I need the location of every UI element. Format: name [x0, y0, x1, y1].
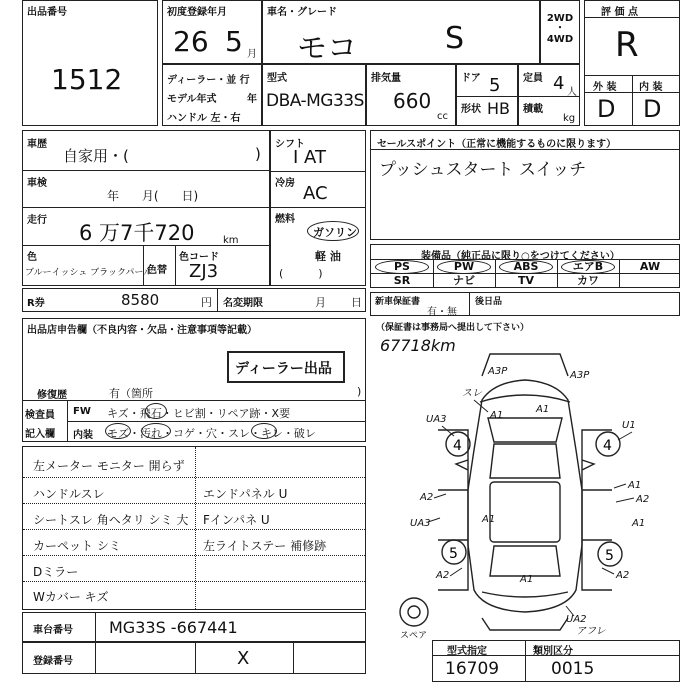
sales-point-title: セールスポイント（正常に機能するものに限ります） — [377, 139, 617, 150]
interior-label: 内 装 — [639, 82, 663, 93]
mark-7: U1 — [622, 420, 636, 431]
mileage-unit: km — [223, 235, 239, 246]
drive-2wd: 2WD — [546, 13, 574, 24]
equipment-item-2: ABS — [499, 260, 553, 274]
mark-11: A1 — [632, 518, 646, 529]
exterior-score: D — [597, 95, 616, 123]
color-code-value: ZJ3 — [189, 261, 219, 282]
declaration-title: 出品店申告欄（不良内容・欠品・注意事項等記載） — [27, 325, 257, 336]
model-value: DBA-MG33S — [266, 91, 364, 111]
equipment-item-6: ナビ — [453, 274, 475, 287]
first-reg-year: 26 — [173, 25, 209, 58]
mark-1: A3P — [488, 366, 508, 377]
inspector-label-1: 検査員 — [25, 410, 55, 421]
note-right-2: Fインパネ U — [203, 513, 270, 527]
model-label: 型式 — [267, 73, 287, 84]
first-reg-month-unit: 月 — [247, 49, 257, 60]
displacement-value: 660 — [393, 89, 432, 113]
row1-head: FW — [73, 406, 91, 417]
door-shape-box — [456, 64, 518, 126]
first-reg-label: 初度登録年月 — [167, 7, 227, 18]
inspection-value: 年 月( 日) — [107, 189, 199, 203]
model-designation-value: 16709 — [445, 659, 500, 679]
score-box — [584, 0, 680, 126]
note-left-4: カーペット シミ — [33, 539, 121, 553]
drive-box — [540, 0, 580, 64]
capacity-unit: 人 — [567, 87, 577, 98]
diagram-mileage: 67718km — [380, 336, 456, 355]
lot-number: 1512 — [51, 63, 123, 96]
dealer-stamp — [227, 351, 345, 383]
drive-4wd: 4WD — [546, 34, 574, 45]
equipment-item-5: SR — [393, 274, 411, 287]
expiry-day: 日 — [351, 296, 362, 309]
ac-label: 冷房 — [275, 178, 295, 189]
expiry-month: 月 — [315, 296, 326, 309]
note-right-3: 左ライトステー 補修跡 — [203, 539, 327, 553]
shape-label: 形状 — [461, 104, 481, 115]
displacement-unit: cc — [437, 111, 448, 122]
handle-label: ハンドル 左・右 — [167, 113, 241, 124]
model-box — [262, 64, 366, 126]
first-reg-box — [162, 0, 262, 64]
equipment-item-3: エアB — [561, 260, 615, 274]
equipment-item-8: カワ — [577, 274, 599, 287]
ac-value: AC — [303, 183, 328, 204]
history-label: 車歴 — [27, 139, 47, 150]
first-reg-month: 5 — [225, 25, 243, 58]
displacement-label: 排気量 — [371, 73, 401, 84]
repair-close: ) — [357, 385, 362, 398]
registration-box — [22, 642, 366, 674]
score-value: R — [615, 25, 639, 65]
mark-4: A1 — [490, 410, 504, 421]
drive-dot: ・ — [555, 23, 565, 34]
car-name-box — [262, 0, 540, 64]
mark-10: A2 — [636, 494, 650, 505]
mark-2: A3P — [570, 370, 590, 381]
chassis-value: MG33S -667441 — [109, 618, 238, 637]
mileage-value: 6 万7千720 — [79, 221, 195, 245]
dealer-stamp-text: ディーラー出品 — [235, 361, 332, 377]
mark-12: UA3 — [410, 518, 431, 529]
mark-9: A1 — [628, 480, 642, 491]
fuel-diesel: 軽 油 — [315, 250, 341, 263]
mark-17: UA2 — [566, 614, 587, 625]
inspection-items-box — [22, 400, 366, 442]
tire-fr-label: 4 — [603, 438, 612, 454]
shift-box — [270, 130, 366, 286]
doors-label: ドア — [461, 73, 481, 84]
warranty-box — [370, 292, 680, 316]
interior-score: D — [643, 95, 662, 123]
row2-head: 内装 — [73, 430, 93, 441]
inspection-label: 車検 — [27, 178, 47, 189]
dealer-label: ディーラー・並 行 — [167, 75, 250, 86]
mark-6: UA3 — [426, 414, 447, 425]
expiry-label: 名変期限 — [223, 298, 263, 309]
reg-label: 登録番号 — [33, 656, 73, 667]
car-name-label: 車名・グレード — [267, 7, 337, 18]
grade: S — [445, 21, 465, 56]
score-label: 評 価 点 — [601, 7, 638, 18]
equipment-item-0: PS — [375, 260, 429, 274]
fuel-paren: ( ) — [279, 267, 323, 280]
equipment-item-4: AW — [639, 260, 661, 273]
tire-rl-label: 5 — [449, 546, 458, 562]
diagram-note: （保証書は事務局へ提出して下さい） — [376, 323, 530, 333]
capacity-label: 定員 — [523, 73, 543, 84]
shift-label: シフト — [275, 139, 305, 150]
exterior-label: 外 装 — [593, 82, 617, 93]
reg-value: X — [237, 648, 250, 669]
spare-tire — [400, 598, 428, 626]
color-label: 色 — [27, 252, 37, 263]
color-code-label: 色コード — [179, 252, 219, 263]
warranty-label: 新車保証書 — [375, 297, 421, 307]
note-left-3: シートスレ 角ヘタリ シミ 大 — [33, 513, 189, 527]
note-left-5: Dミラー — [33, 565, 79, 579]
row2-text: モズ・汚れ・コゲ・穴・スレ・キレ・破レ — [107, 427, 316, 440]
color-value: ブルーイッシュ ブラックパール — [25, 268, 153, 278]
mileage-label: 走行 — [27, 215, 47, 226]
note-right-1: エンドパネル U — [203, 487, 288, 501]
load-unit: kg — [563, 113, 576, 124]
inspector-label-2: 記入欄 — [25, 429, 55, 440]
history-value: 自家用・( — [63, 147, 129, 165]
mark-15: A2 — [436, 570, 450, 581]
sales-point-box — [370, 130, 680, 240]
declaration-box — [22, 318, 366, 400]
equipment-item-1: PW — [437, 260, 491, 274]
chassis-label: 車台番号 — [33, 625, 73, 636]
mark-5: A1 — [536, 404, 550, 415]
mark-8: A2 — [420, 492, 434, 503]
lot-box — [22, 0, 158, 126]
notes-box — [22, 446, 366, 610]
note-left-6: Wカバー キズ — [33, 590, 109, 604]
tire-rr-label: 5 — [605, 548, 614, 564]
history-close: ) — [255, 145, 261, 163]
sales-point-text: プッシュスタート スイッチ — [379, 160, 587, 180]
r-label: R券 — [27, 298, 45, 309]
chassis-box — [22, 612, 366, 642]
mark-14: A1 — [520, 574, 534, 585]
shift-value: I AT — [293, 147, 326, 168]
lot-label: 出品番号 — [27, 7, 67, 18]
note-left-2: ハンドルスレ — [33, 487, 105, 501]
model-year-label: モデル年式 — [167, 94, 217, 105]
warranty-value: 有・無 — [427, 307, 457, 318]
category-value: 0015 — [551, 659, 595, 679]
car-name: モコ — [297, 31, 357, 66]
displacement-box — [366, 64, 456, 126]
repair-value: 有（箇所 — [109, 387, 153, 400]
spare-label: スペア — [400, 631, 428, 640]
equipment-item-7: TV — [517, 274, 535, 287]
row1-text: キズ・飛石・ヒビ割・リペア跡・X要 — [107, 407, 291, 420]
fuel-label: 燃料 — [275, 214, 295, 225]
r-value: 8580 — [121, 291, 160, 309]
shape-value: HB — [487, 99, 511, 118]
history-box — [22, 130, 270, 286]
delivery-label: 後日品 — [475, 297, 503, 307]
note-left-1: 左メーター モニター 開らず — [33, 459, 185, 473]
equipment-title: 装備品（純正品に限り○をつけてください） — [421, 251, 620, 262]
r-unit: 円 — [201, 296, 212, 309]
load-label: 積載 — [523, 104, 543, 115]
mark-3: スレ — [462, 388, 482, 399]
fuel-gas: ガソリン — [313, 226, 357, 239]
tire-fl-label: 4 — [453, 438, 462, 454]
model-designation-box — [432, 640, 680, 682]
model-designation-label: 型式指定 — [447, 646, 487, 657]
mark-18: アフレ — [576, 626, 606, 637]
capacity-value: 4 — [553, 73, 565, 94]
paint-label: 色替 — [147, 265, 167, 276]
car-diagram — [370, 340, 680, 640]
doors-value: 5 — [489, 75, 501, 96]
mark-16: A2 — [616, 570, 630, 581]
dealer-box — [162, 64, 262, 126]
category-label: 類別区分 — [533, 646, 573, 657]
recycle-box — [22, 288, 366, 312]
model-year-unit: 年 — [247, 94, 257, 105]
repair-label: 修復歴 — [37, 390, 67, 401]
capacity-box — [518, 64, 580, 126]
mark-13: A1 — [482, 514, 496, 525]
equipment-box — [370, 244, 680, 288]
